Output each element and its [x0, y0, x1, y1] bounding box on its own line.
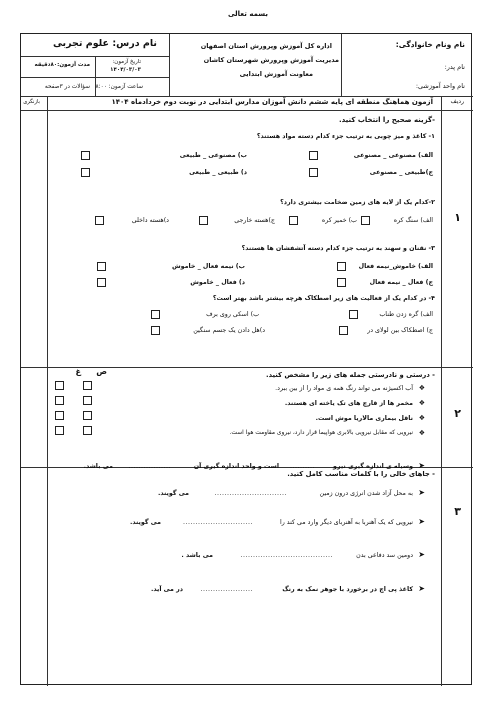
- s3-item1-blank2: .................: [128, 463, 171, 470]
- q4-opt-b: ب) اسکی روی برف: [206, 311, 259, 318]
- s2-item1-text: آب اکسیژنه می تواند رنگ همه ی مواد را از بین ببرد.: [275, 385, 413, 392]
- exam-date-value: ۱۴۰۴/۰۳/۰۳: [110, 67, 141, 73]
- q1-checkbox-b[interactable]: [81, 151, 90, 160]
- q3-opt-a: الف) خاموش_نیمه فعال: [358, 263, 433, 270]
- section2-number: ۲: [454, 407, 461, 420]
- col-divider-row: [441, 96, 442, 686]
- s2-item2-true[interactable]: [83, 396, 92, 405]
- s2-item3-text: ناقل بیماری مالاریا موش است.: [315, 415, 413, 422]
- q3-checkbox-c[interactable]: [337, 278, 346, 287]
- s3-item1-tail: می باشد.: [83, 463, 113, 470]
- exam-sheet: [20, 33, 472, 685]
- q3-checkbox-b[interactable]: [97, 262, 106, 271]
- q3-text: ۳- نقنان و سهند به ترتیب جزء کدام دسته آتشفشان ها هستند؟: [241, 245, 435, 252]
- exam-date-label: تاریخ آزمون:: [112, 59, 141, 65]
- student-name-label: نام ونام خانوادگی:: [395, 40, 465, 49]
- q1-opt-c: ج)طبیعی _ مصنوعی: [369, 169, 433, 176]
- s3-item1-blank1: ..........: [289, 463, 315, 470]
- s3-item3-start: نیرویی که یک آهنربا به آهنربای دیگر وارد می کند را: [280, 519, 413, 526]
- q2-opt-a: الف) سنگ کره: [393, 217, 433, 224]
- s3-item1-start: وسیله ی اندازه گیری نیرو: [333, 463, 413, 470]
- header-divider-right: [341, 34, 342, 96]
- q3-opt-c: ج) فعال _ نیمه فعال: [369, 279, 433, 286]
- section1-bottom: [21, 367, 473, 368]
- s2-item2-false[interactable]: [55, 396, 64, 405]
- section1-number: ۱: [454, 211, 461, 224]
- section3-title: - جاهای خالی را با کلمات مناسب کامل کنید.: [287, 470, 435, 478]
- q4-checkbox-b[interactable]: [151, 310, 160, 319]
- q3-opt-b: ب) نیمه فعال _ خاموش: [171, 263, 245, 270]
- questions-count: سؤالات در ۳صفحه: [44, 84, 90, 90]
- q4-text: ۴- در کدام یک از فعالیت های زیر اصطکاک هرچه بیشتر باشد بهتر است؟: [212, 295, 435, 302]
- exam-time: ساعت آزمون: ۸:۰۰: [95, 84, 143, 90]
- father-name-label: نام پدر:: [444, 63, 465, 71]
- s2-item2-text: مخمر ها از قارچ های تک یاخته ای هستند.: [284, 400, 413, 407]
- q3-opt-d: د) فعال _ خاموش: [190, 279, 245, 286]
- s3-item4-bullet: ➤: [418, 550, 425, 559]
- s2-item1-false[interactable]: [55, 381, 64, 390]
- s2-item1-true[interactable]: [83, 381, 92, 390]
- row-label: ردیف: [450, 98, 464, 105]
- s3-item2-tail: می گویند.: [157, 490, 189, 497]
- q3-checkbox-a[interactable]: [337, 262, 346, 271]
- q4-checkbox-d[interactable]: [151, 326, 160, 335]
- s3-item3-tail: می گویند.: [129, 519, 161, 526]
- s2-item4-bullet: ❖: [418, 429, 425, 437]
- org-line1: اداره کل آموزش وپرورش استان اصفهان: [200, 42, 332, 50]
- q2-opt-d: د)هسته داخلی: [131, 217, 169, 224]
- q4-checkbox-c[interactable]: [339, 326, 348, 335]
- s3-item5-tail: در می آید.: [150, 586, 183, 593]
- q4-opt-a: الف) گره زدن طناب: [379, 311, 433, 318]
- s2-item4-text: نیرویی که مقابل نیرویی بالابری هواپیما قرار دارد، نیروی مقاومت هوا است.: [229, 430, 413, 436]
- s2-item4-true[interactable]: [83, 426, 92, 435]
- s3-item3-blank: ............................: [182, 519, 253, 526]
- review-label: بازنگری: [23, 99, 40, 105]
- q2-checkbox-a[interactable]: [361, 216, 370, 225]
- exam-title: آزمون هماهنگ منطقه ای پایه ششم دانش آموزان مدارس ابتدایی در نوبت دوم خردادماه ۱۴۰۴: [111, 98, 433, 106]
- s3-item5-blank: .....................: [200, 586, 253, 593]
- section2-title: - درستی و نادرستی جمله های زیر را مشخص کنید.: [265, 371, 435, 379]
- q1-opt-b: ب) مصنوعی _ طبیعی: [179, 152, 247, 159]
- s3-item4-start: دومین سد دفاعی بدن: [356, 552, 413, 559]
- s3-item2-blank: .............................: [214, 490, 287, 497]
- section1-title: -گزینه صحیح را انتخاب کنید.: [338, 116, 435, 124]
- q4-opt-c: ج) اصطکاک بین لولای در: [367, 327, 433, 334]
- q4-opt-d: د)هل دادن یک جسم سنگین: [193, 327, 265, 334]
- s3-item4-blank: .....................................: [240, 552, 333, 559]
- header-bottom-line: [21, 96, 473, 97]
- s2-item4-false[interactable]: [55, 426, 64, 435]
- header-divider-left: [169, 34, 170, 96]
- s3-item3-bullet: ➤: [418, 517, 425, 526]
- s2-item3-true[interactable]: [83, 411, 92, 420]
- s2-item3-bullet: ❖: [418, 414, 425, 422]
- org-line2: مدیریت آموزش وپرورش شهرستان کاشان: [203, 56, 339, 64]
- q2-checkbox-b[interactable]: [289, 216, 298, 225]
- section3-number: ۳: [454, 505, 461, 518]
- bismillah: بسمه تعالی: [227, 10, 269, 18]
- subject-label: نام درس: علوم تجربی: [52, 38, 157, 49]
- q1-opt-d: د) طبیعی _ طبیعی: [189, 169, 247, 176]
- q1-checkbox-c[interactable]: [309, 168, 318, 177]
- duration: مدت آزمون:۸۰دقیقه: [34, 62, 90, 68]
- q1-text: ۱- کاغذ و میز چوبی به ترتیب جزء کدام دسته مواد هستند؟: [256, 133, 435, 140]
- s3-item4-tail: می باشد .: [181, 552, 213, 559]
- q3-checkbox-d[interactable]: [97, 278, 106, 287]
- s2-item1-bullet: ❖: [418, 384, 425, 392]
- s3-item5-bullet: ➤: [418, 584, 425, 593]
- s2-item2-bullet: ❖: [418, 399, 425, 407]
- s2-item3-false[interactable]: [55, 411, 64, 420]
- q1-checkbox-a[interactable]: [309, 151, 318, 160]
- q1-checkbox-d[interactable]: [81, 168, 90, 177]
- true-column-label: ص: [96, 367, 107, 376]
- table-header-bottom: [21, 110, 473, 111]
- school-label: نام واحد آموزشی:: [415, 82, 465, 90]
- col-divider-score: [47, 96, 48, 686]
- q2-text: ۲-کدام یک از لایه های زمین ضخامت بیشتری دارد؟: [280, 199, 435, 206]
- s3-item2-bullet: ➤: [418, 488, 425, 497]
- s3-item2-start: به محل آزاد شدن انرژی درون زمین: [319, 490, 413, 497]
- s3-item1-end: است و واحد اندازه گیری آن: [193, 463, 279, 470]
- false-column-label: غ: [75, 367, 81, 376]
- q2-checkbox-c[interactable]: [199, 216, 208, 225]
- q1-opt-a: الف) مصنوعی _ مصنوعی: [353, 152, 433, 159]
- s3-item1-bullet: ➤: [418, 461, 425, 470]
- q4-checkbox-a[interactable]: [349, 310, 358, 319]
- org-line3: معاونت آموزش ابتدایی: [239, 70, 313, 78]
- q2-opt-c: ج)هسته خارجی: [234, 217, 275, 224]
- q2-checkbox-d[interactable]: [95, 216, 104, 225]
- q2-opt-b: ب) خمیر کره: [321, 217, 357, 224]
- s3-item5-start: کاغذ پی اچ در برخورد با جوهر نمک به رنگ: [282, 586, 413, 593]
